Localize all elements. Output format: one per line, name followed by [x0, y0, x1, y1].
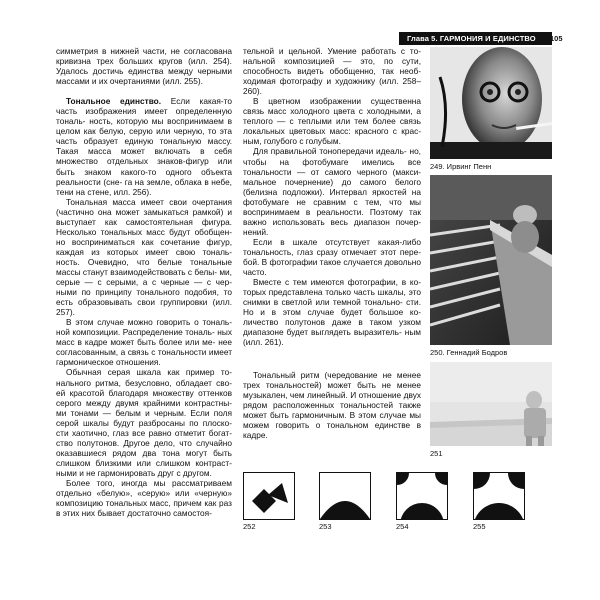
text-column-middle-lower: [243, 370, 421, 440]
paragraph-9: Для правильной тонопередачи идеаль- но, чтобы на фотобумаге имелись все тональности — от самого черного (макси- мальное почернение) до самого белого (белизна подложки). Интервал яркостей на фотобумаге не сравним с тем, что мы воспринимаем в реальности. Поэтому так важно использовать весь диапазон почер- нений.: [243, 146, 421, 237]
diagram-255: [473, 472, 525, 520]
text-column-middle: [243, 46, 421, 347]
paragraph-6: Более того, иногда мы рассматриваем отдельно «белую», «серую» или «черную» композицию тональных масс, причем как раз в этих них бывает достаточно самостоя-: [56, 477, 232, 519]
photo-249-portrait: [430, 47, 552, 159]
caption-249: 249. Ирвинг Пенн: [430, 162, 492, 171]
paragraph-12: Тональный ритм (чередование не менее трех тональностей) может быть не менее музыкален, чем линейный. И отношение двух рядом расположенных тональностей также может быть гармоничным. В этом случае мы можем говорить о тональном единстве в кадре.: [243, 370, 422, 441]
page-number: 105: [550, 34, 563, 43]
paragraph-4: В этом случае можно говорить о тональ- ной композиции. Распределение тональ- ных масс в кадре может быть более или ме- нее согласованным, а связь с тональности имеет гармоническое отношения.: [56, 317, 232, 368]
caption-255: 255: [473, 522, 486, 531]
chapter-header: Глава 5. ГАРМОНИЯ И ЕДИНСТВО: [399, 32, 552, 45]
diagram-254: [396, 472, 448, 520]
caption-253: 253: [319, 522, 332, 531]
photo-251-high-key: [430, 362, 552, 446]
photo-250-stairs: [430, 175, 552, 345]
caption-254: 254: [396, 522, 409, 531]
paragraph-8: В цветном изображении существенна связь масс холодного цвета с холодными, а теплого — с теплыми или тем более связь локальных цветовых масс: красного с крас- ным, голубого с голубым.: [243, 96, 421, 147]
caption-250: 250. Геннадий Бодров: [430, 348, 508, 357]
diagram-252: [243, 472, 295, 520]
text-column-left: [56, 46, 232, 518]
section-heading: Тональное единство.: [66, 96, 162, 107]
paragraph-3: Тональная масса имеет свои очертания (частично она может замыкаться рамкой) и выступает как самостоятельная фигура. Несколько тональных масс будут обобщен- но восприниматься как сочетание фигур, каждая из которых имеет свою тональ- ность. Очевидно, что белые тональные массы станут взаимодействовать с белы- ми, серые — с серыми, а с черные — с чер- ными по принципу тонального подобия, то есть образовывать свои группировки (илл. 257).: [56, 196, 232, 318]
paragraph-tonal-unity: Тональное единство. Если какая-то часть изображения имеет определенную тональ- ность, которую мы воспринимаем в целом как белую, серую или черную, то эта часть образует единую тональную массу. Такая масса может включать в себя множество отдельных знаков-фигур или быть знаком какого-то одного объекта реальности (сне- га на земле, облака в небе, тени на стене, илл. 256).: [56, 96, 233, 197]
paragraph-5: Обычная серая шкала как пример то- нального ритма, безусловно, обладает сво- ей красотой благодаря множеству оттенков серого между двумя крайними контрастны- ми тонами — белым и черным. Если поля серой шкалы будут разбросаны по плоско- сти хаотично, глаз все равно отметит богат- ство полутонов. Другое дело, что случайно оказавшиеся рядом два тона могут быть слишком близкими или слишком контраст- ными и не гармонировать друг с другом.: [56, 367, 232, 478]
paragraph-1: симметрия в нижней части, не согласована кривизна трех больших кругов (илл. 254). Удалось достичь единства между черными массами и их очертаниями (илл. 255).: [56, 46, 232, 87]
diagram-253: [319, 472, 371, 520]
paragraph-7: тельной и цельной. Умение работать с то- нальной композицией — это, по сути, способность видеть обобщенно, так необ- ходимая фотографу и художнику (илл. 258–260).: [243, 46, 421, 97]
paragraph-11: Вместе с тем имеются фотографии, в ко- торых представлена только часть шкалы, это снимки в светлой или темной тонально- сти. Но и в этом случае будет большое ко- личество полутонов даже в таком узком диапазоне будет выглядеть выразитель- ным (илл. 261).: [243, 277, 421, 348]
paragraph-10: Если в шкале отсутствует какая-либо тональность, глаз сразу отмечает этот пере- бой. В фотографии такое случается довольно часто.: [243, 236, 421, 278]
caption-252: 252: [243, 522, 256, 531]
caption-251: 251: [430, 449, 443, 458]
